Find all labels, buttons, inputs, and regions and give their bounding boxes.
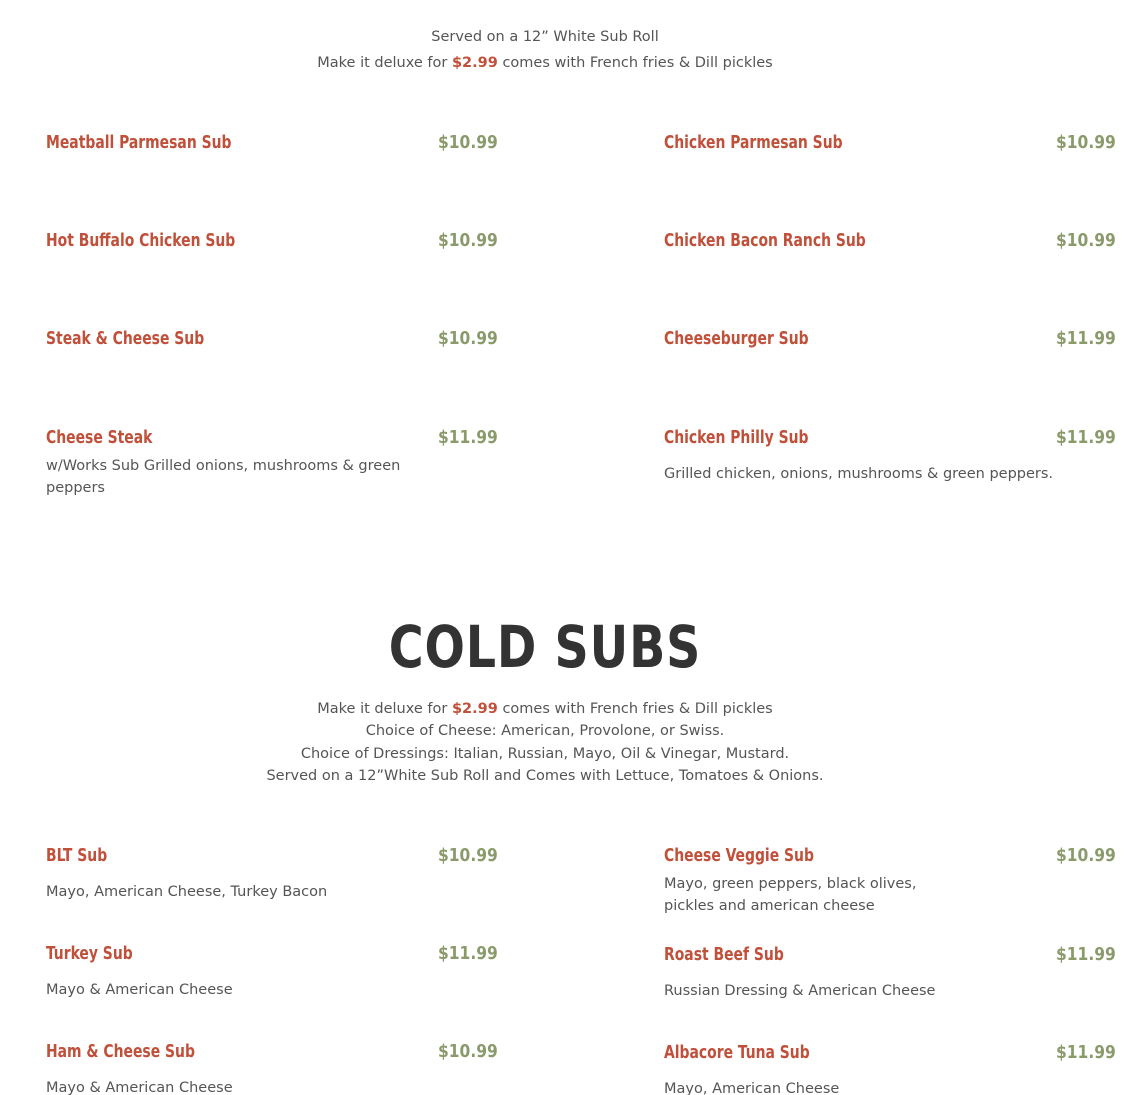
item-name: Cheese Veggie Sub	[664, 845, 814, 866]
item-name: Meatball Parmesan Sub	[46, 132, 232, 153]
menu-item	[664, 427, 1124, 507]
item-price: $11.99	[1056, 328, 1116, 349]
menu-item	[46, 943, 506, 1013]
hot-subs-roll-note: Served on a 12” White Sub Roll	[431, 29, 659, 45]
item-price: $11.99	[438, 427, 498, 448]
menu-item	[664, 845, 1124, 925]
item-name: Hot Buffalo Chicken Sub	[46, 230, 236, 251]
section-title: COLD SUBS	[388, 613, 702, 681]
item-price: $11.99	[1056, 427, 1116, 448]
menu-item	[664, 944, 1124, 1014]
menu-item	[664, 1042, 1124, 1095]
cheese-choice-note: Choice of Cheese: American, Provolone, or Swiss.	[365, 723, 725, 739]
item-description: w/Works Sub Grilled onions, mushrooms & green peppers	[46, 458, 401, 496]
menu-item	[46, 328, 506, 388]
item-name: Albacore Tuna Sub	[664, 1042, 810, 1063]
item-name: Chicken Philly Sub	[664, 427, 809, 448]
item-name: Chicken Parmesan Sub	[664, 132, 843, 153]
item-name: Ham & Cheese Sub	[46, 1041, 195, 1062]
menu-item	[664, 328, 1124, 388]
item-price: $11.99	[1056, 944, 1116, 965]
item-description: Russian Dressing & American Cheese	[664, 983, 936, 999]
item-description: Mayo, American Cheese	[664, 1081, 840, 1095]
item-price: $10.99	[1056, 132, 1116, 153]
menu-item	[46, 132, 506, 192]
item-price: $11.99	[1056, 1042, 1116, 1063]
item-price: $11.99	[438, 943, 498, 964]
hot-subs-deluxe-note	[0, 55, 1090, 71]
menu-item	[46, 230, 506, 290]
deluxe-prefix: Make it deluxe for	[317, 55, 448, 71]
menu-item	[46, 845, 506, 925]
item-description: Mayo, green peppers, black olives, pickles and american cheese	[664, 876, 917, 914]
deluxe-prefix: Make it deluxe for	[317, 701, 448, 717]
item-price: $10.99	[438, 845, 498, 866]
menu-item	[664, 132, 1124, 192]
menu-item	[46, 1041, 506, 1095]
deluxe-price: $2.99	[451, 55, 498, 71]
item-description: Mayo, American Cheese, Turkey Bacon	[46, 884, 328, 900]
item-name: BLT Sub	[46, 845, 108, 866]
item-description: Mayo & American Cheese	[46, 982, 233, 998]
item-name: Chicken Bacon Ranch Sub	[664, 230, 866, 251]
item-price: $10.99	[1056, 845, 1116, 866]
item-name: Roast Beef Sub	[664, 944, 784, 965]
dressing-choice-note: Choice of Dressings: Italian, Russian, Mayo, Oil & Vinegar, Mustard.	[300, 746, 790, 762]
menu-item	[664, 230, 1124, 290]
item-price: $10.99	[1056, 230, 1116, 251]
item-price: $10.99	[438, 328, 498, 349]
deluxe-price: $2.99	[451, 701, 498, 717]
deluxe-suffix: comes with French fries & Dill pickles	[502, 55, 773, 71]
item-description: Mayo & American Cheese	[46, 1080, 233, 1095]
item-description: Grilled chicken, onions, mushrooms & green peppers.	[664, 466, 1054, 482]
item-price: $10.99	[438, 230, 498, 251]
cold-subs-deluxe-note	[0, 701, 1090, 717]
item-name: Cheeseburger Sub	[664, 328, 809, 349]
item-price: $10.99	[438, 1041, 498, 1062]
item-name: Cheese Steak	[46, 427, 153, 448]
item-name: Steak & Cheese Sub	[46, 328, 205, 349]
item-name: Turkey Sub	[46, 943, 133, 964]
deluxe-suffix: comes with French fries & Dill pickles	[502, 701, 773, 717]
menu-item	[46, 427, 506, 507]
cold-subs-roll-note: Served on a 12”White Sub Roll and Comes with Lettuce, Tomatoes & Onions.	[266, 768, 824, 784]
item-price: $10.99	[438, 132, 498, 153]
